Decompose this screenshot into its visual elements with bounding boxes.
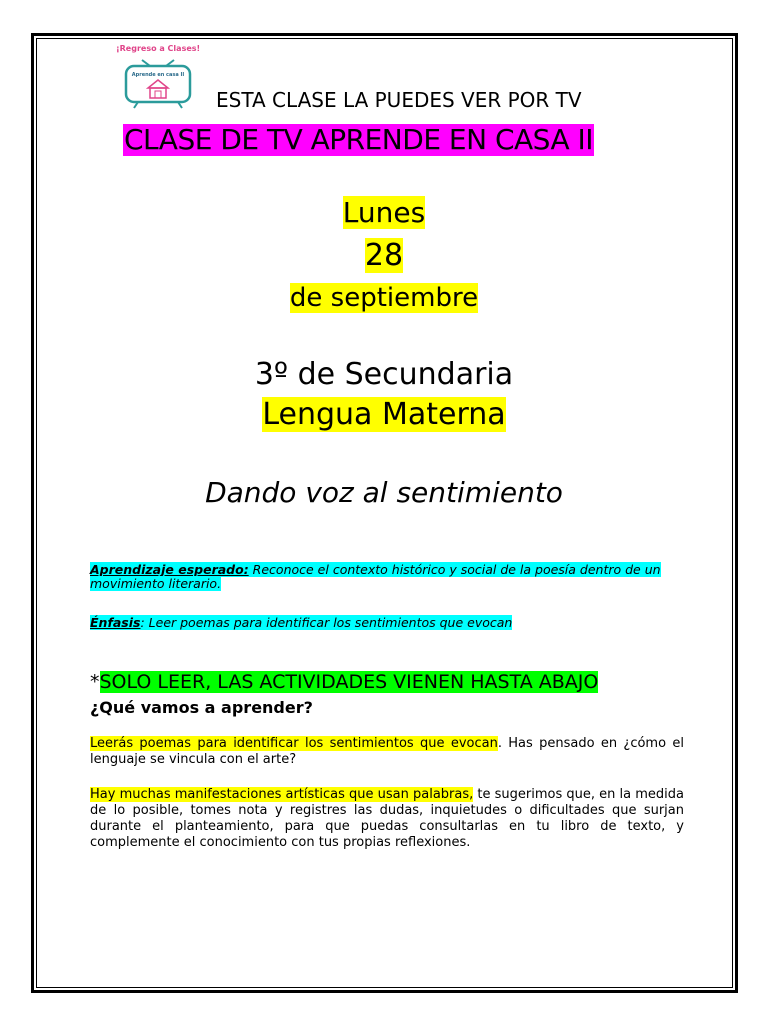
tv-notice: ESTA CLASE LA PUEDES VER POR TV: [216, 88, 582, 112]
paragraph-2-text: te sugerimos que, en la medida de lo posible, tomes nota y registres las dudas, inquietudes o dificultades que surjan durante el planteamiento, para que puedas consultarlas en tu libro de texto, y complemente el conocimiento con tus propias reflexiones.: [90, 787, 684, 850]
logo-title: ¡Regreso a Clases!: [116, 44, 201, 53]
section-heading: ¿Qué vamos a aprender?: [90, 698, 313, 717]
emphasis-label: Énfasis: [90, 615, 141, 630]
program-title: CLASE DE TV APRENDE EN CASA II: [124, 123, 594, 156]
month: de septiembre: [289, 283, 479, 313]
paragraph-2-highlight: Hay muchas manifestaciones artísticas que usan palabras,: [90, 787, 474, 802]
paragraph-2: [90, 787, 684, 851]
expected-learning: [90, 563, 690, 591]
read-only-notice: *SOLO LEER, LAS ACTIVIDADES VIENEN HASTA ABAJO: [90, 671, 599, 693]
emphasis: [90, 616, 690, 630]
day-name: Lunes: [342, 196, 426, 229]
tv-icon: [122, 58, 194, 110]
svg-text:Aprende en casa II: Aprende en casa II: [131, 72, 185, 78]
subject: Lengua Materna: [262, 397, 506, 432]
paragraph-1-highlight: Leerás poemas para identificar los sentimientos que evocan: [90, 736, 498, 751]
grade: 3º de Secundaria: [254, 357, 514, 392]
expected-learning-label: Aprendizaje esperado:: [90, 562, 249, 577]
emphasis-text: : Leer poemas para identificar los sentimientos que evocan: [140, 615, 513, 630]
aprende-en-casa-logo: [116, 44, 200, 110]
expected-learning-text: Reconoce el contexto histórico y social de la poesía dentro de un movimiento literario.: [90, 562, 661, 591]
paragraph-1: [90, 736, 684, 768]
day-number: 28: [364, 238, 404, 273]
paragraph-1-text: . Has pensado en ¿cómo el lenguaje se vincula con el arte?: [90, 736, 684, 767]
lesson-title: Dando voz al sentimiento: [205, 476, 563, 509]
